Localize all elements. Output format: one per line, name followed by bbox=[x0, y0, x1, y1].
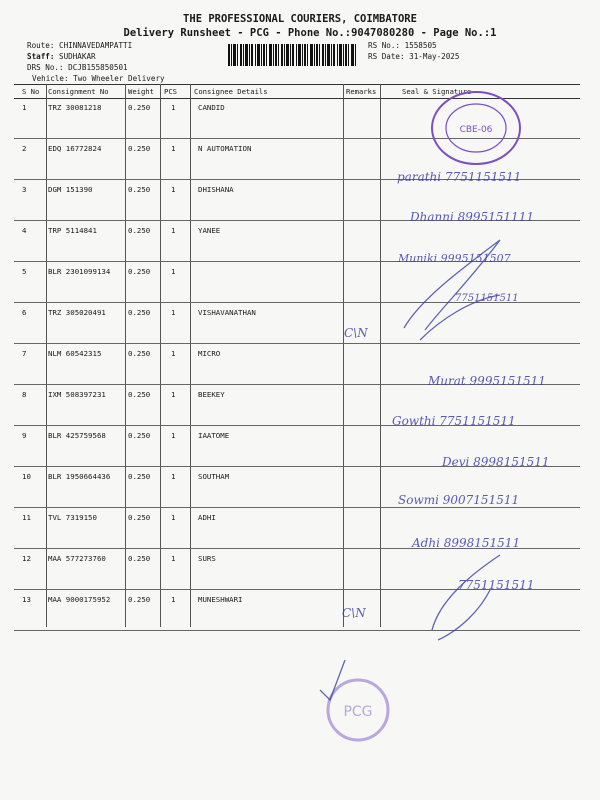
row-pcs: 1 bbox=[171, 554, 176, 563]
row-consignment-no: TRP 5114841 bbox=[48, 226, 97, 235]
row-consignment-no: MAA 577273760 bbox=[48, 554, 106, 563]
col-pcs: PCS bbox=[164, 87, 177, 96]
rs-date-label: RS Date: bbox=[368, 52, 405, 61]
row-sno: 9 bbox=[22, 431, 27, 440]
row-pcs: 1 bbox=[171, 267, 176, 276]
row-sno: 12 bbox=[22, 554, 31, 563]
staff-label: Staff: bbox=[27, 52, 55, 61]
row-weight: 0.250 bbox=[128, 226, 151, 235]
row-pcs: 1 bbox=[171, 431, 176, 440]
signature: Sowmi 9007151511 bbox=[398, 493, 520, 507]
col-consignee: Consignee Details bbox=[194, 87, 268, 96]
barcode bbox=[228, 44, 356, 66]
row-pcs: 1 bbox=[171, 185, 176, 194]
table-row bbox=[14, 589, 580, 631]
row-sno: 8 bbox=[22, 390, 27, 399]
row-consignee: BEEKEY bbox=[198, 390, 225, 399]
row-weight: 0.250 bbox=[128, 308, 151, 317]
row-sno: 1 bbox=[22, 103, 27, 112]
rs-no-label: RS No.: bbox=[368, 41, 401, 50]
col-remarks: Remarks bbox=[346, 87, 377, 96]
row-weight: 0.250 bbox=[128, 267, 151, 276]
row-weight: 0.250 bbox=[128, 513, 151, 522]
rs-no-line bbox=[368, 41, 437, 50]
row-pcs: 1 bbox=[171, 595, 176, 604]
row-weight: 0.250 bbox=[128, 349, 151, 358]
document-subtitle: Delivery Runsheet - PCG - Phone No.:9047080280 - Page No.:1 bbox=[123, 27, 497, 39]
row-pcs: 1 bbox=[171, 226, 176, 235]
signature: Gowthi 7751151511 bbox=[392, 414, 516, 428]
row-sno: 11 bbox=[22, 513, 31, 522]
row-weight: 0.250 bbox=[128, 144, 151, 153]
drs-label: DRS No.: bbox=[27, 63, 64, 72]
seal-center-text: CBE-06 bbox=[459, 125, 493, 135]
row-consignee: VISHAVANATHAN bbox=[198, 308, 256, 317]
row-consignee: ADHI bbox=[198, 513, 216, 522]
row-pcs: 1 bbox=[171, 472, 176, 481]
row-consignment-no: BLR 425759568 bbox=[48, 431, 106, 440]
row-consignee: DHISHANA bbox=[198, 185, 234, 194]
rs-date-line bbox=[368, 52, 459, 61]
route-label: Route: bbox=[27, 41, 55, 50]
row-consignment-no: TRZ 305020491 bbox=[48, 308, 106, 317]
row-sno: 6 bbox=[22, 308, 27, 317]
signature: parathi 7751151511 bbox=[397, 170, 522, 184]
signature: Devi 8998151511 bbox=[442, 455, 550, 469]
signature: Adhi 8998151511 bbox=[412, 536, 521, 550]
row-consignment-no: BLR 2301099134 bbox=[48, 267, 111, 276]
row-pcs: 1 bbox=[171, 308, 176, 317]
row-consignee: SOUTHAM bbox=[198, 472, 230, 481]
row-consignee: N AUTOMATION bbox=[198, 144, 252, 153]
row-pcs: 1 bbox=[171, 390, 176, 399]
row-weight: 0.250 bbox=[128, 431, 151, 440]
row-pcs: 1 bbox=[171, 513, 176, 522]
col-weight: Weight bbox=[128, 87, 154, 96]
row-weight: 0.250 bbox=[128, 103, 151, 112]
row-consignment-no: EDQ 16772824 bbox=[48, 144, 102, 153]
row-consignment-no: MAA 9000175952 bbox=[48, 595, 111, 604]
vehicle-line bbox=[32, 74, 165, 83]
row-consignee: MUNESHWARI bbox=[198, 595, 243, 604]
row-consignment-no: TRZ 30081218 bbox=[48, 103, 102, 112]
row-pcs: 1 bbox=[171, 349, 176, 358]
route-line bbox=[27, 41, 132, 50]
signature: Dhanni 8995151111 bbox=[410, 210, 534, 224]
col-consignment: Consignment No bbox=[48, 87, 109, 96]
row-sno: 7 bbox=[22, 349, 27, 358]
row-sno: 5 bbox=[22, 267, 27, 276]
document-title: THE PROFESSIONAL COURIERS, COIMBATORE bbox=[183, 13, 417, 25]
row-weight: 0.250 bbox=[128, 595, 151, 604]
row-consignment-no: IXM 508397231 bbox=[48, 390, 106, 399]
row-sno: 10 bbox=[22, 472, 31, 481]
col-seal: Seal & Signature bbox=[402, 87, 472, 96]
company-seal-stamp bbox=[428, 88, 524, 168]
row-consignment-no: TVL 7319150 bbox=[48, 513, 97, 522]
signature: 7751151511 bbox=[458, 578, 535, 592]
row-consignee: CANDID bbox=[198, 103, 225, 112]
row-weight: 0.250 bbox=[128, 390, 151, 399]
row-pcs: 1 bbox=[171, 144, 176, 153]
row-sno: 4 bbox=[22, 226, 27, 235]
pcg-stamp-text: PCG bbox=[343, 704, 373, 720]
route-value: CHINNAVEDAMPATTI bbox=[59, 41, 133, 50]
remark-cn: C\N bbox=[342, 606, 366, 620]
row-pcs: 1 bbox=[171, 103, 176, 112]
col-sno: S No bbox=[22, 87, 40, 96]
row-weight: 0.250 bbox=[128, 185, 151, 194]
vehicle-value: Two Wheeler Delivery bbox=[73, 74, 165, 83]
drs-line bbox=[27, 63, 128, 72]
row-consignee: MICRO bbox=[198, 349, 221, 358]
remark-cn: C\N bbox=[344, 326, 368, 340]
signature: Murat 9995151511 bbox=[428, 374, 546, 388]
rs-date-value: 31-May-2025 bbox=[409, 52, 460, 61]
row-sno: 13 bbox=[22, 595, 31, 604]
row-sno: 3 bbox=[22, 185, 27, 194]
signature: 7751151511 bbox=[455, 293, 519, 304]
row-consignment-no: DGM 151390 bbox=[48, 185, 93, 194]
pcg-stamp bbox=[318, 664, 408, 754]
rs-no-value: 1558505 bbox=[404, 41, 437, 50]
row-consignment-no: NLM 60542315 bbox=[48, 349, 102, 358]
signature: Muniki 9995151507 bbox=[398, 252, 511, 265]
row-consignee: YANEE bbox=[198, 226, 221, 235]
row-weight: 0.250 bbox=[128, 472, 151, 481]
staff-value: SUDHAKAR bbox=[59, 52, 96, 61]
row-weight: 0.250 bbox=[128, 554, 151, 563]
vehicle-label: Vehicle: bbox=[32, 74, 69, 83]
row-consignee: SURS bbox=[198, 554, 216, 563]
drs-value: DCJB155850501 bbox=[68, 63, 128, 72]
row-sno: 2 bbox=[22, 144, 27, 153]
row-consignee: IAATOME bbox=[198, 431, 230, 440]
table-row bbox=[14, 302, 580, 344]
staff-line bbox=[27, 52, 96, 61]
row-consignment-no: BLR 1950664436 bbox=[48, 472, 111, 481]
